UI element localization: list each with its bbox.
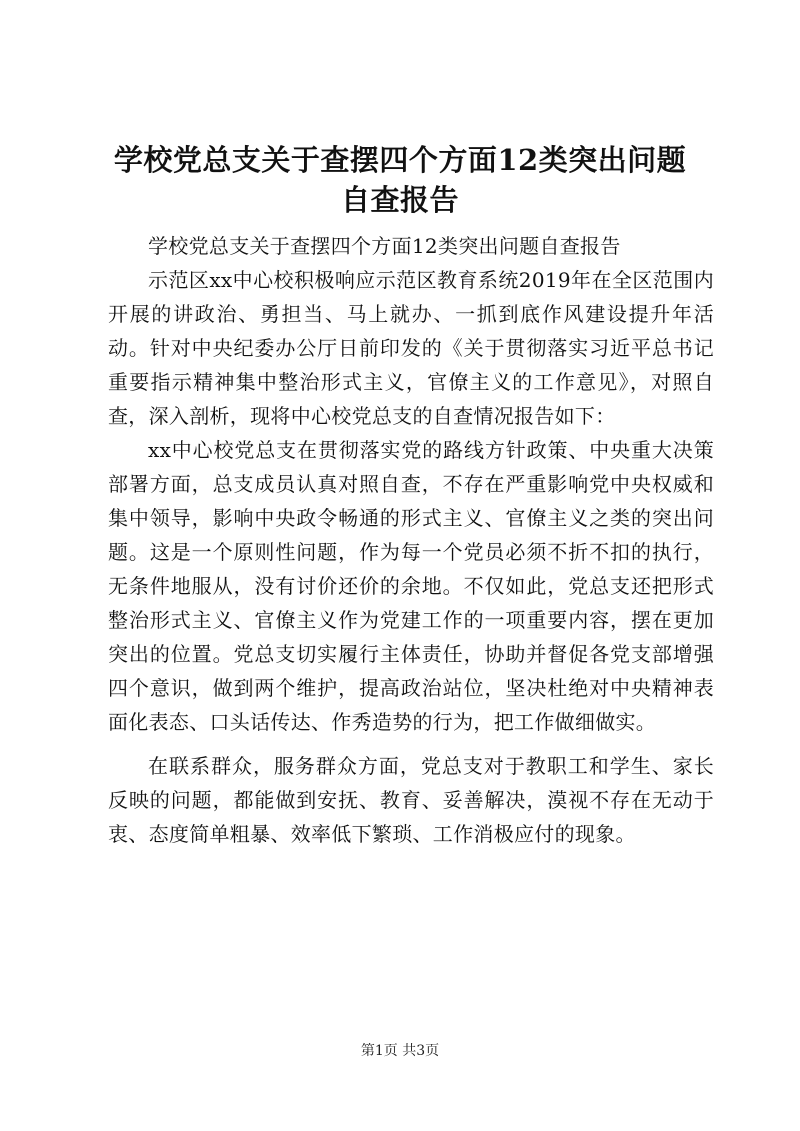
title-line-1: 学校党总支关于查摆四个方面12类突出问题: [113, 143, 687, 177]
paragraph-policy: xx中心校党总支在贯彻落实党的路线方针政策、中央重大决策部署方面，总支成员认真对照自查，不存在严重影响党中央权威和集中领导，影响中央政令畅通的形式主义、官僚主义之类的突出问题。这是一个原则性问题，作为每一个党员必须不折不扣的执行，无条件地服从，没有讨价还价的余地。不仅如此，党总支还把形式整治形式主义、官僚主义作为党建工作的一项重要内容，摆在更加突出的位置。党总支切实履行主体责任，协助并督促各党支部增强四个意识，做到两个维护，提高政治站位，坚决杜绝对中央精神表面化表态、口头话传达、作秀造势的行为，把工作做细做实。: [108, 438, 714, 734]
document-body: [108, 229, 714, 851]
page-footer: 第1页 共3页: [360, 1043, 440, 1059]
document-subtitle: 学校党总支关于查摆四个方面12类突出问题自查报告: [148, 234, 621, 258]
document-title: [100, 140, 700, 220]
paragraph-masses: 在联系群众，服务群众方面，党总支对于教职工和学生、家长反映的问题，都能做到安抚、教育、妥善解决，漠视不存在无动于衷、态度简单粗暴、效率低下繁琐、工作消极应付的现象。: [108, 754, 714, 846]
title-line-2: 自查报告: [340, 183, 459, 217]
paragraph-intro: 示范区xx中心校积极响应示范区教育系统2019年在全区范围内开展的讲政治、勇担当、马上就办、一抓到底作风建设提升年活动。针对中央纪委办公厅日前印发的《关于贯彻落实习近平总书记重要指示精神集中整治形式主义，官僚主义的工作意见》，对照自查，深入剖析，现将中心校党总支的自查情况报告如下：: [108, 268, 714, 428]
